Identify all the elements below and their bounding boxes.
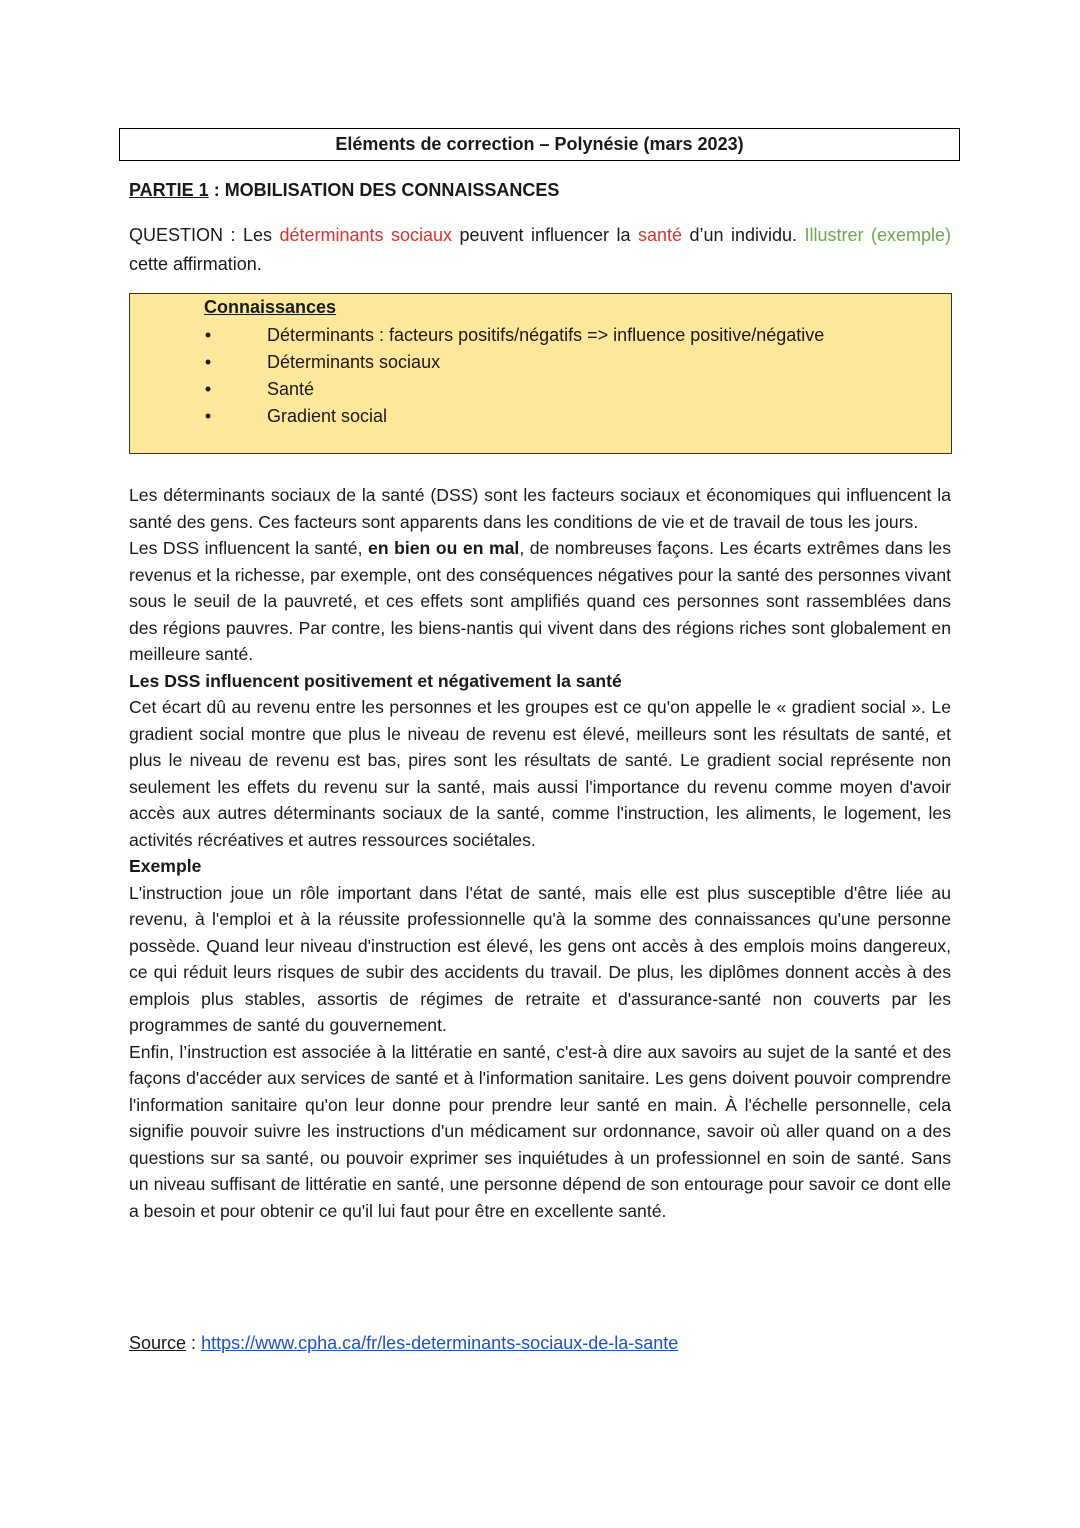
question-suffix: cette affirmation. [129, 254, 262, 274]
knowledge-box [129, 293, 952, 454]
bullet-icon: • [204, 406, 212, 426]
bullet-icon: • [204, 352, 212, 372]
part-title: MOBILISATION DES CONNAISSANCES [224, 180, 560, 200]
question-mid1: peuvent influencer la [452, 225, 638, 245]
knowledge-item-text: Gradient social [267, 406, 388, 426]
question-term-determinants: déterminants sociaux [279, 225, 452, 245]
question-term-illustrer: Illustrer (exemple) [804, 225, 951, 245]
section-heading: Les DSS influencent positivement et négativement la santé [129, 670, 622, 691]
part-separator: : [208, 180, 225, 200]
knowledge-title: Connaissances [204, 297, 337, 317]
answer-body [129, 482, 951, 1224]
question-text [129, 221, 951, 279]
paragraph: Les déterminants sociaux de la santé (DSS) sont les facteurs sociaux et économiques qui influencent la santé des gens. Ces facteurs sont apparents dans les conditions de vie et de travail de tous les jours. [129, 485, 951, 532]
knowledge-item-text: Déterminants sociaux [267, 352, 441, 372]
document-title: Eléments de correction – Polynésie (mars 2023) [335, 134, 744, 154]
source-line [129, 1333, 678, 1354]
source-label: Source [129, 1333, 187, 1353]
paragraph-text: , de nombreuses façons. Les écarts extrêmes dans les revenus et la richesse, par exemple, ont des conséquences négatives pour la santé des personnes vivant sous le seuil de la pauvreté, et ces effets sont amplifiés quand ces personnes sont rassemblées dans des régions pauvres. Par contre, les biens-nantis qui vivent dans des régions riches sont globalement en meilleure santé. [129, 538, 952, 664]
paragraph-text: Les DSS influencent la santé, [129, 538, 369, 558]
paragraph: Cet écart dû au revenu entre les personnes et les groupes est ce qu'on appelle le « gradient social ». Le gradient social montre que plus le niveau de revenu est élevé, meilleurs sont les résultats de santé, et plus le niveau de revenu est bas, pires sont les résultats de santé. Le gradient social représente non seulement les effets du revenu sur la santé, mais aussi l'importance du revenu comme moyen d'avoir accès aux autres déterminants sociaux de la santé, comme l'instruction, les aliments, le logement, les activités récréatives et autres ressources sociétales. [129, 697, 951, 850]
question-mid2: d’un individu. [682, 225, 805, 245]
bullet-icon: • [204, 379, 212, 399]
question-term-sante: santé [637, 225, 683, 245]
question-prefix: QUESTION : Les [129, 225, 280, 245]
part-label: PARTIE 1 [129, 180, 209, 200]
bullet-icon: • [204, 325, 212, 345]
part-heading [129, 180, 559, 201]
paragraph: Enfin, l’instruction est associée à la littératie en santé, c'est-à dire aux savoirs au sujet de la santé et des façons d'accéder aux services de santé et à l'information sanitaire. Les gens doivent pouvoir comprendre l'information sanitaire qu'on leur donne pour prendre leur santé en main. À l'échelle personnelle, cela signifie pouvoir suivre les instructions d'un médicament sur ordonnance, savoir où aller quand on a des questions sur sa santé, ou pouvoir exprimer ses inquiétudes à un professionnel en soin de santé. Sans un niveau suffisant de littératie en santé, une personne dépend de son entourage pour savoir ce dont elle a besoin et pour obtenir ce qu'il lui faut pour être en excellente santé. [129, 1041, 951, 1221]
document-title-box [119, 128, 960, 161]
section-heading: Exemple [129, 856, 202, 876]
paragraph-emphasis: en bien ou en mal [368, 538, 520, 558]
paragraph [129, 535, 951, 668]
knowledge-item-text: Déterminants : facteurs positifs/négatifs => influence positive/négative [267, 325, 825, 345]
source-link[interactable]: https://www.cpha.ca/fr/les-determinants-sociaux-de-la-sante [201, 1333, 679, 1353]
paragraph: L'instruction joue un rôle important dans l'état de santé, mais elle est plus susceptible d'être liée au revenu, à l'emploi et à la réussite professionnelle qu'à la somme des connaissances qu'une personne possède. Quand leur niveau d'instruction est élevé, les gens ont accès à des emplois moins dangereux, ce qui réduit leurs risques de subir des accidents du travail. De plus, les diplômes donnent accès à des emplois plus stables, assortis de régimes de retraite et d'assurance-santé non couverts par les programmes de santé du gouvernement. [129, 882, 951, 1035]
knowledge-item-text: Santé [267, 379, 315, 399]
source-separator: : [186, 1333, 202, 1353]
